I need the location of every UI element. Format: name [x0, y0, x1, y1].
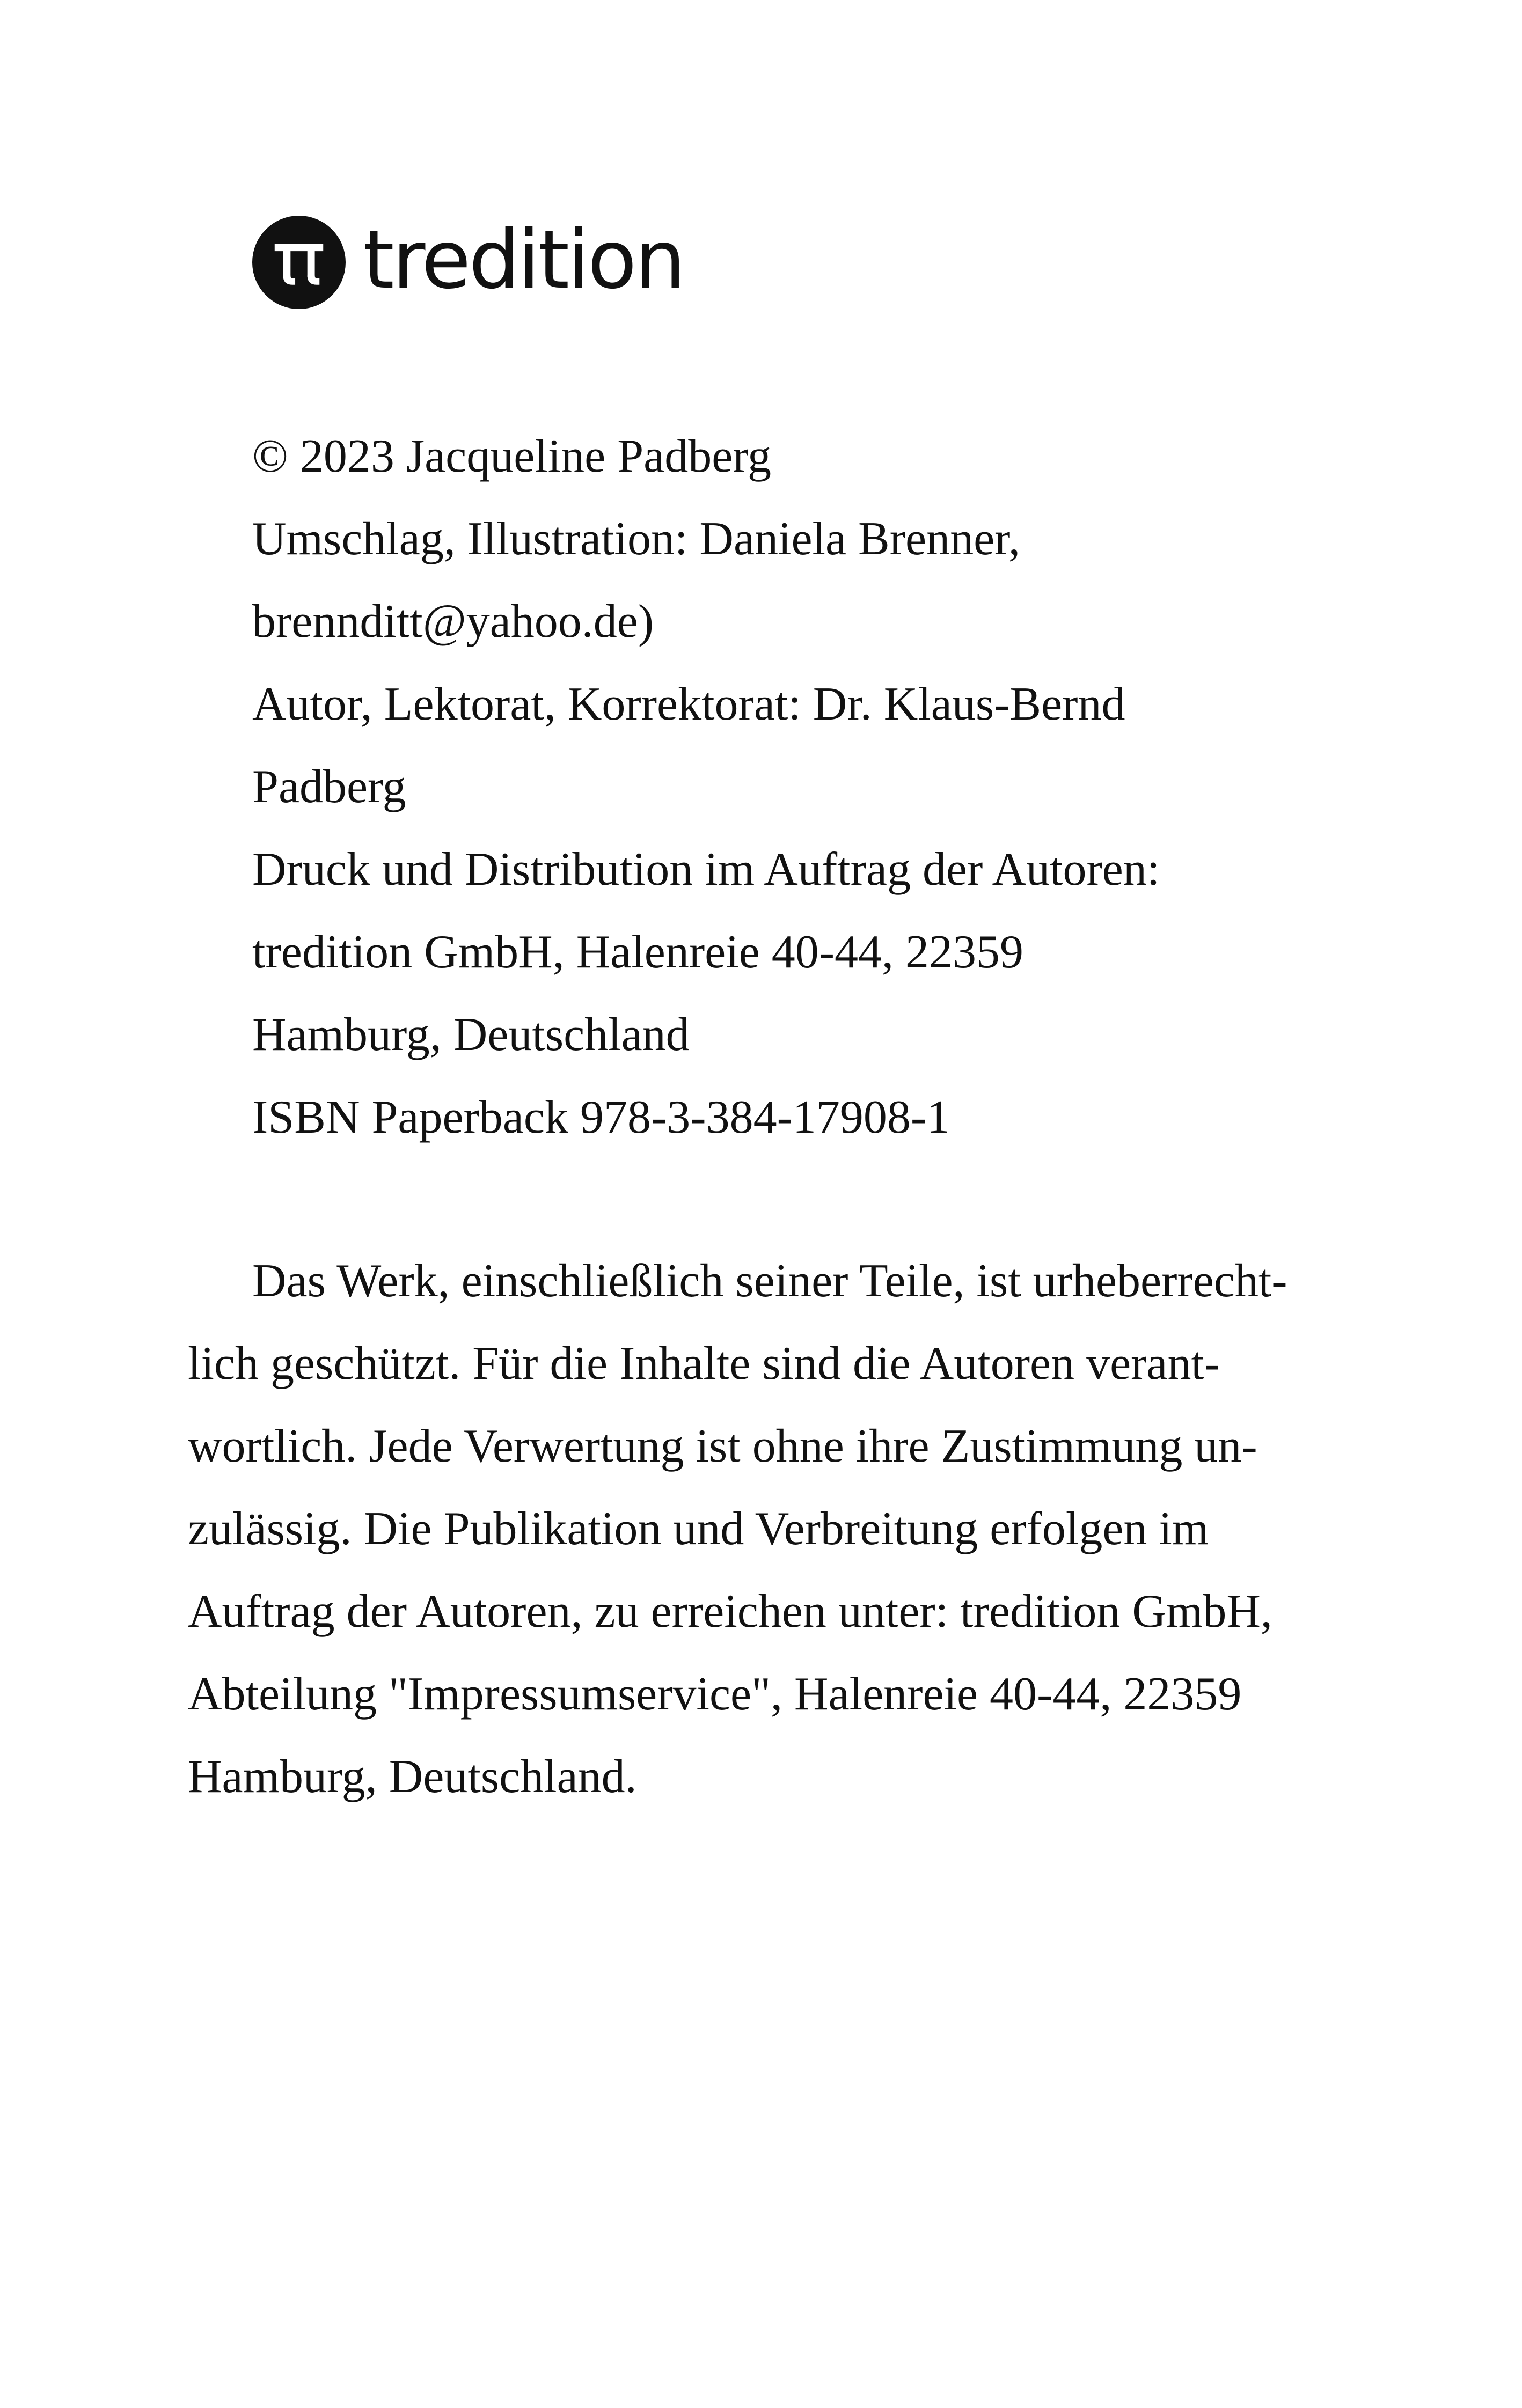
notice-line: Hamburg, Deutschland. [188, 1751, 637, 1803]
imprint-line: Druck und Distribution im Auftrag der Autoren: [252, 843, 1160, 895]
publisher-wordmark: tredition [363, 214, 684, 307]
imprint-line: Hamburg, Deutschland [252, 1009, 690, 1061]
imprint-line: Autor, Lektorat, Korrektorat: Dr. Klaus-Bernd [252, 678, 1125, 730]
notice-line: lich geschützt. Für die Inhalte sind die Autoren verant- [188, 1338, 1220, 1390]
imprint-block [252, 415, 1326, 1159]
notice-line: Das Werk, einschließlich seiner Teile, ist urheberrecht- [252, 1255, 1287, 1307]
publisher-logo [252, 212, 684, 312]
notice-line: wortlich. Jede Verwertung ist ohne ihre Zustimmung un- [188, 1420, 1257, 1472]
tredition-logo-icon [252, 216, 346, 309]
copyright-notice [188, 1240, 1342, 1818]
notice-line: Abteilung "Impressumservice", Halenreie 40-44, 22359 [188, 1668, 1242, 1720]
imprint-line: tredition GmbH, Halenreie 40-44, 22359 [252, 926, 1024, 978]
imprint-line: ISBN Paperback 978-3-384-17908-1 [252, 1091, 950, 1143]
imprint-line: Umschlag, Illustration: Daniela Brenner, [252, 513, 1020, 565]
imprint-line: © 2023 Jacqueline Padberg [252, 430, 772, 482]
notice-line: Auftrag der Autoren, zu erreichen unter: tredition GmbH, [188, 1585, 1272, 1638]
imprint-line: brennditt@yahoo.de) [252, 596, 654, 648]
notice-line: zulässig. Die Publikation und Verbreitung erfolgen im [188, 1503, 1209, 1555]
imprint-line: Padberg [252, 761, 406, 813]
